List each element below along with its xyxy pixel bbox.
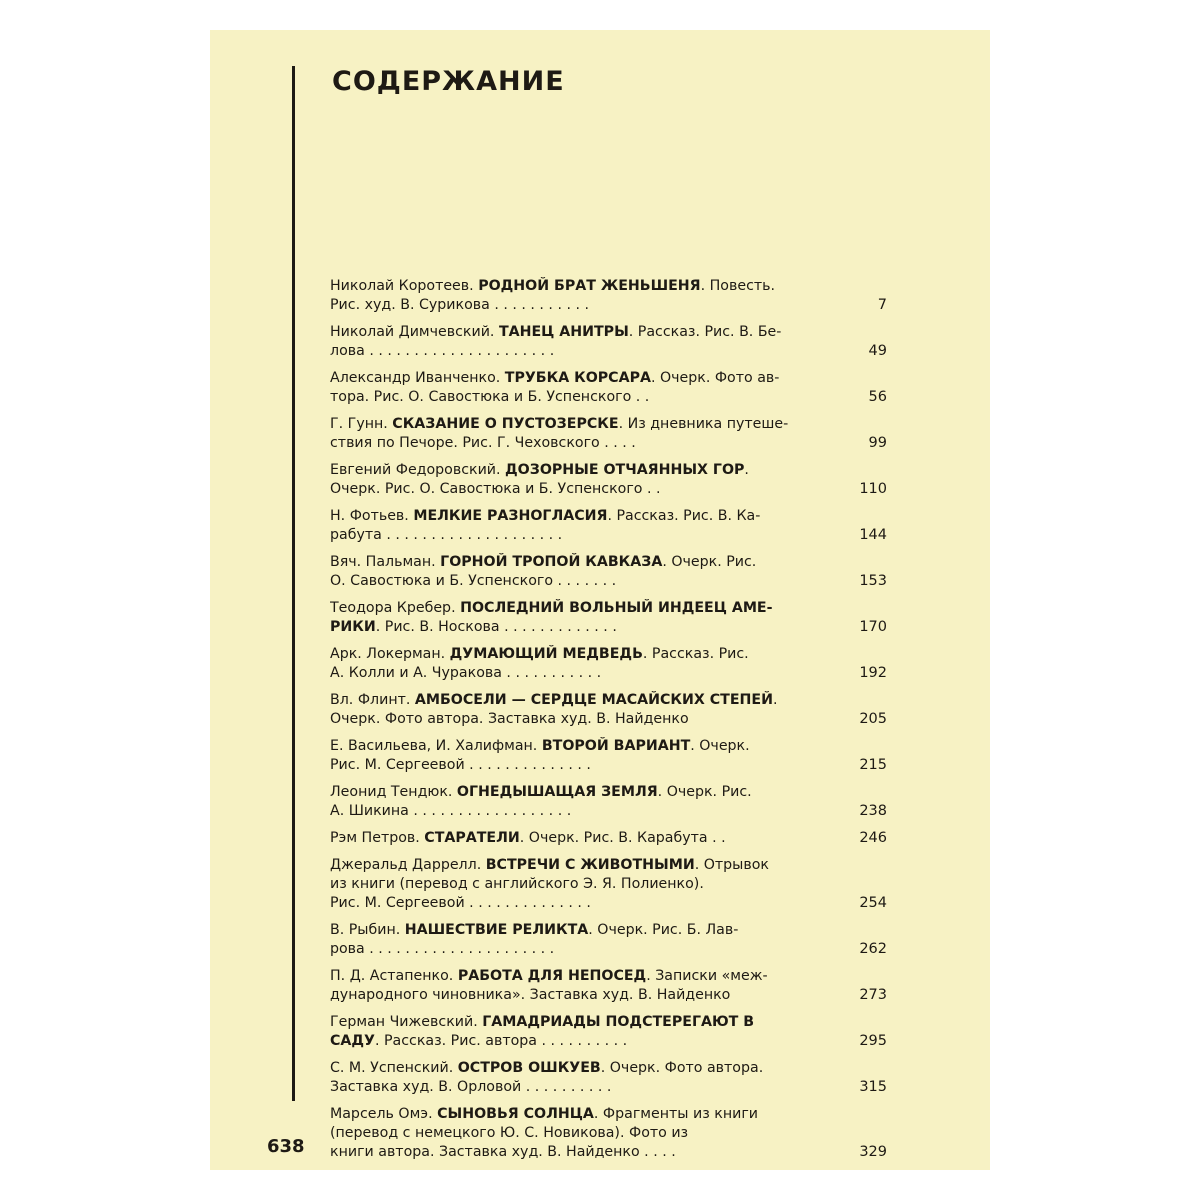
toc-entry-line xyxy=(330,986,830,1005)
toc-entry-page: 110 xyxy=(859,481,887,497)
toc-entry-text: Н. Фотьев. xyxy=(330,508,414,524)
toc-entry-text: Рис. худ. В. Сурикова . . . . . . . . . . . xyxy=(330,297,590,313)
toc-entry-line xyxy=(330,940,830,959)
toc-entry-text: Очерк. Фото автора. Заставка худ. В. Найденко xyxy=(330,711,689,727)
toc-entry-line xyxy=(330,756,830,775)
toc-entry-text: Рэм Петров. xyxy=(330,830,425,846)
toc-entry-title: САДУ xyxy=(330,1033,375,1049)
toc-entry xyxy=(330,323,887,361)
toc-entry-text: рабута . . . . . . . . . . . . . . . . . . . . xyxy=(330,527,563,543)
toc-entry-text: Рис. М. Сергеевой . . . . . . . . . . . . . . xyxy=(330,757,591,773)
toc-entry-page: 238 xyxy=(859,803,887,819)
toc-entry-text: . Очерк. Фото автора. xyxy=(600,1060,764,1076)
toc-entry-text: . Очерк. Фото ав- xyxy=(650,370,780,386)
toc-entry-line xyxy=(330,388,830,407)
toc-entry-text: Теодора Кребер. xyxy=(330,600,461,616)
toc-entry-text: ствия по Печоре. Рис. Г. Чеховского . . . . xyxy=(330,435,636,451)
toc-entry-text: Джеральд Даррелл. xyxy=(330,857,486,873)
toc-entry-line xyxy=(330,856,830,875)
toc-entry-text: Г. Гунн. xyxy=(330,416,393,432)
toc-entry-text: . Очерк. Рис. В. Карабута . . xyxy=(519,830,726,846)
toc-entry-title: ГАМАДРИАДЫ ПОДСТЕРЕГАЮТ В xyxy=(482,1014,755,1030)
toc-entry-text: . Очерк. Рис. xyxy=(662,554,757,570)
toc-entry-line xyxy=(330,783,830,802)
toc-entry-line xyxy=(330,415,830,434)
toc-entry-line xyxy=(330,599,830,618)
toc-entry-text: из книги (перевод с английского Э. Я. Полиенко). xyxy=(330,876,704,892)
toc-entry-line xyxy=(330,894,830,913)
vertical-rule xyxy=(292,66,295,1101)
toc-entry-text: Рис. М. Сергеевой . . . . . . . . . . . . . . xyxy=(330,895,591,911)
toc-entry-line xyxy=(330,1124,830,1143)
toc-entry-text: тора. Рис. О. Савостюка и Б. Успенского . . xyxy=(330,389,650,405)
toc-entry-text: дународного чиновника». Заставка худ. В. Найденко xyxy=(330,987,731,1003)
toc-entry xyxy=(330,1059,887,1097)
toc-entry-line xyxy=(330,480,830,499)
toc-entry-text: . Рассказ. Рис. В. Ка- xyxy=(607,508,761,524)
toc-entry-text: . Очерк. Рис. Б. Лав- xyxy=(588,922,739,938)
toc-entry xyxy=(330,277,887,315)
toc-entry-title: РАБОТА ДЛЯ НЕПОСЕД xyxy=(457,968,647,984)
toc-entry-title: ВСТРЕЧИ С ЖИВОТНЫМИ xyxy=(485,857,695,873)
toc-entry xyxy=(330,645,887,683)
toc-entry-page: 295 xyxy=(859,1033,887,1049)
toc-entry-title: СТАРАТЕЛИ xyxy=(424,830,520,846)
toc-entry xyxy=(330,691,887,729)
toc-entry-page: 315 xyxy=(859,1079,887,1095)
toc-entry-title: ОГНЕДЫШАЩАЯ ЗЕМЛЯ xyxy=(456,784,658,800)
toc-entry-line xyxy=(330,1078,830,1097)
toc-entry-line xyxy=(330,710,830,729)
toc-entry-title: МЕЛКИЕ РАЗНОГЛАСИЯ xyxy=(413,508,608,524)
toc-entry-text: . Записки «меж- xyxy=(646,968,768,984)
toc-entry-text: Вяч. Пальман. xyxy=(330,554,441,570)
toc-entry-text: Е. Васильева, И. Халифман. xyxy=(330,738,542,754)
toc-entry-text: С. М. Успенский. xyxy=(330,1060,458,1076)
toc-entry-title: ДУМАЮЩИЙ МЕДВЕДЬ xyxy=(449,646,643,662)
toc-entry-line xyxy=(330,875,830,894)
toc-entry-title: ОСТРОВ ОШКУЕВ xyxy=(457,1060,601,1076)
toc-entry xyxy=(330,415,887,453)
toc-entry-page: 170 xyxy=(859,619,887,635)
toc-entry-text: . Фрагменты из книги xyxy=(593,1106,758,1122)
toc-entry xyxy=(330,507,887,545)
toc-entry-line xyxy=(330,737,830,756)
toc-entry-page: 192 xyxy=(859,665,887,681)
toc-entry-line xyxy=(330,1059,830,1078)
toc-entry-text: Николай Димчевский. xyxy=(330,324,499,340)
toc-entry-line xyxy=(330,553,830,572)
toc-entry-page: 215 xyxy=(859,757,887,773)
toc-entry-text: . Повесть. xyxy=(700,278,776,294)
toc-entry-text: О. Савостюка и Б. Успенского . . . . . . . xyxy=(330,573,617,589)
toc-entry-page: 99 xyxy=(868,435,887,451)
toc-entry xyxy=(330,553,887,591)
toc-entry-title: НАШЕСТВИЕ РЕЛИКТА xyxy=(404,922,589,938)
toc-entry xyxy=(330,1105,887,1162)
toc-entry-text: книги автора. Заставка худ. В. Найденко . . . . xyxy=(330,1144,676,1160)
toc-entry-text: Николай Коротеев. xyxy=(330,278,479,294)
toc-entry-page: 246 xyxy=(859,830,887,846)
toc-entry xyxy=(330,967,887,1005)
page-title: СОДЕРЖАНИЕ xyxy=(332,66,565,97)
toc-entry-page: 329 xyxy=(859,1144,887,1160)
toc-entry-line xyxy=(330,1143,830,1162)
toc-entry-text: А. Шикина . . . . . . . . . . . . . . . . . . xyxy=(330,803,572,819)
toc-entry-text: . Очерк. Рис. xyxy=(657,784,752,800)
toc-entry-title: ТРУБКА КОРСАРА xyxy=(504,370,651,386)
toc-entry-line xyxy=(330,691,830,710)
toc-entry-title: ДОЗОРНЫЕ ОТЧАЯННЫХ ГОР xyxy=(505,462,745,478)
toc-entry-page: 7 xyxy=(877,297,887,313)
toc-entry-line xyxy=(330,434,830,453)
toc-entry-text: А. Колли и А. Чуракова . . . . . . . . . . . xyxy=(330,665,602,681)
toc-entry-text: (перевод с немецкого Ю. С. Новикова). Фото из xyxy=(330,1125,689,1141)
toc-entry-line xyxy=(330,1105,830,1124)
toc-entry-text: . Рис. В. Носкова . . . . . . . . . . . . . xyxy=(375,619,617,635)
toc-entry-text: Герман Чижевский. xyxy=(330,1014,483,1030)
toc-entry-text: . Очерк. xyxy=(690,738,750,754)
toc-entry-text: Арк. Локерман. xyxy=(330,646,450,662)
toc-entry-line xyxy=(330,1013,830,1032)
toc-entry-line xyxy=(330,618,830,637)
toc-entry-text: Александр Иванченко. xyxy=(330,370,505,386)
toc-entry-page: 273 xyxy=(859,987,887,1003)
toc-entry-line xyxy=(330,572,830,591)
toc-entry-line xyxy=(330,967,830,986)
toc-entry xyxy=(330,599,887,637)
toc-entry-title: РИКИ xyxy=(330,619,376,635)
toc-entry-text: . Отрывок xyxy=(694,857,769,873)
toc-entry-line xyxy=(330,1032,830,1051)
toc-entry-line xyxy=(330,323,830,342)
toc-entry-title: СКАЗАНИЕ О ПУСТОЗЕРСКЕ xyxy=(392,416,619,432)
toc-entry-line xyxy=(330,277,830,296)
toc-entry-line xyxy=(330,526,830,545)
toc-entry-text: . Рассказ. Рис. xyxy=(642,646,749,662)
toc-entry-page: 262 xyxy=(859,941,887,957)
toc-entry-text: В. Рыбин. xyxy=(330,922,405,938)
toc-entry-page: 205 xyxy=(859,711,887,727)
toc-entry xyxy=(330,461,887,499)
table-of-contents xyxy=(330,277,887,1170)
page-number: 638 xyxy=(267,1136,305,1157)
toc-entry-text: . Рассказ. Рис. автора . . . . . . . . . . xyxy=(374,1033,628,1049)
toc-entry-page: 49 xyxy=(868,343,887,359)
toc-entry-text: . Из дневника путеше- xyxy=(618,416,789,432)
toc-entry-title: ПОСЛЕДНИЙ ВОЛЬНЫЙ ИНДЕЕЦ АМЕ- xyxy=(460,600,773,616)
toc-entry-title: СЫНОВЬЯ СОЛНЦА xyxy=(437,1106,594,1122)
toc-entry xyxy=(330,829,887,848)
toc-entry-page: 56 xyxy=(868,389,887,405)
toc-entry-text: Очерк. Рис. О. Савостюка и Б. Успенского . . xyxy=(330,481,661,497)
toc-entry-text: Марсель Омэ. xyxy=(330,1106,438,1122)
toc-entry xyxy=(330,783,887,821)
toc-entry xyxy=(330,856,887,913)
toc-entry-title: ГОРНОЙ ТРОПОЙ КАВКАЗА xyxy=(440,554,663,570)
toc-entry xyxy=(330,369,887,407)
toc-entry-line xyxy=(330,461,830,480)
toc-entry-text: Заставка худ. В. Орловой . . . . . . . . . . xyxy=(330,1079,612,1095)
toc-entry-page: 254 xyxy=(859,895,887,911)
toc-entry-line xyxy=(330,507,830,526)
toc-entry-title: РОДНОЙ БРАТ ЖЕНЬШЕНЯ xyxy=(478,278,701,294)
toc-entry-line xyxy=(330,296,830,315)
toc-entry-line xyxy=(330,829,830,848)
toc-entry-page: 144 xyxy=(859,527,887,543)
toc-entry-text: . xyxy=(772,692,778,708)
toc-entry-line xyxy=(330,645,830,664)
toc-entry-text: П. Д. Астапенко. xyxy=(330,968,458,984)
toc-entry xyxy=(330,737,887,775)
toc-entry-line xyxy=(330,921,830,940)
toc-entry-line xyxy=(330,802,830,821)
toc-entry-text: . xyxy=(744,462,749,478)
toc-entry-text: Леонид Тендюк. xyxy=(330,784,457,800)
toc-entry-page: 153 xyxy=(859,573,887,589)
toc-entry-line xyxy=(330,342,830,361)
toc-entry-title: АМБОСЕЛИ — СЕРДЦЕ МАСАЙСКИХ СТЕПЕЙ xyxy=(414,692,773,708)
toc-entry-text: Евгений Федоровский. xyxy=(330,462,506,478)
toc-entry xyxy=(330,921,887,959)
toc-entry-title: ТАНЕЦ АНИТРЫ xyxy=(498,324,629,340)
toc-entry-title: ВТОРОЙ ВАРИАНТ xyxy=(541,738,691,754)
book-page xyxy=(210,30,990,1170)
toc-entry-line xyxy=(330,369,830,388)
toc-entry xyxy=(330,1013,887,1051)
toc-entry-text: рова . . . . . . . . . . . . . . . . . . . . . xyxy=(330,941,555,957)
toc-entry-text: лова . . . . . . . . . . . . . . . . . . . . . xyxy=(330,343,555,359)
toc-entry-text: . Рассказ. Рис. В. Бе- xyxy=(628,324,782,340)
toc-entry-text: Вл. Флинт. xyxy=(330,692,415,708)
toc-entry-line xyxy=(330,664,830,683)
